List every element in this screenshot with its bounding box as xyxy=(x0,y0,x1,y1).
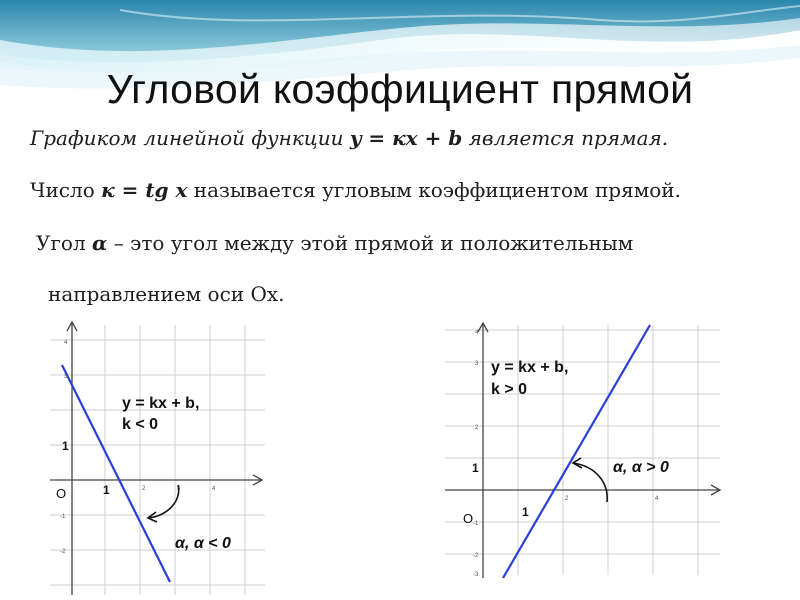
line2-text-b: называется угловым коэффициентом прямой. xyxy=(187,178,681,202)
y-tick-1: 1 xyxy=(472,461,479,475)
origin-label: O xyxy=(56,486,67,501)
eq-line2: k < 0 xyxy=(122,416,159,433)
small-x-4: 4 xyxy=(655,496,659,502)
line3-text-a: Угол xyxy=(36,231,93,255)
small-y-4: 4 xyxy=(475,330,479,336)
small-x-3: 3 xyxy=(177,486,181,492)
small-y-m2: -2 xyxy=(473,553,479,559)
line2-formula: к = tg x xyxy=(101,178,188,202)
line1-text-a: Графиком линейной функции xyxy=(30,126,350,150)
line2-text-a: Число xyxy=(30,178,102,202)
line1-text-b: является прямая. xyxy=(462,126,669,150)
alpha-symbol: α xyxy=(92,231,108,255)
grid xyxy=(445,325,720,575)
line3-text-b: – это угол между этой прямой и положительным xyxy=(107,231,634,255)
small-y-2: 2 xyxy=(475,425,479,431)
angle-arc-arrow xyxy=(148,485,179,518)
small-y-3: 3 xyxy=(64,374,68,380)
x-tick-1: 1 xyxy=(522,505,529,519)
small-y-m2: -2 xyxy=(60,549,66,555)
graph-negative-slope xyxy=(50,320,270,595)
x-tick-1: 1 xyxy=(103,483,110,497)
small-x-2: 2 xyxy=(565,496,569,502)
small-x-4: 4 xyxy=(212,486,216,492)
small-y-m1: -1 xyxy=(473,521,479,527)
definition-line-1 xyxy=(30,126,668,150)
slide-title: Угловой коэффициент прямой xyxy=(106,66,694,112)
small-y-3: 3 xyxy=(475,361,479,367)
small-y-m1: -1 xyxy=(60,514,66,520)
definition-line-3 xyxy=(36,231,633,255)
line1-formula: y = кx + b xyxy=(349,126,463,150)
axes xyxy=(445,323,720,578)
graph-positive-slope xyxy=(445,320,730,580)
definition-line-4: направлением оси Ox. xyxy=(48,282,285,306)
small-x-2: 2 xyxy=(142,486,146,492)
angle-label: α, α < 0 xyxy=(175,535,231,552)
eq-line1: y = kx + b, xyxy=(122,395,200,412)
definition-line-2 xyxy=(30,178,681,202)
y-tick-1: 1 xyxy=(62,439,69,453)
angle-arc-arrow xyxy=(573,463,607,502)
small-y-m3: -3 xyxy=(473,572,479,578)
eq-line2: k > 0 xyxy=(491,381,528,398)
angle-label: α, α > 0 xyxy=(613,459,669,476)
small-y-4: 4 xyxy=(64,340,68,346)
eq-line1: y = kx + b, xyxy=(491,359,569,376)
origin-label: O xyxy=(463,511,474,526)
